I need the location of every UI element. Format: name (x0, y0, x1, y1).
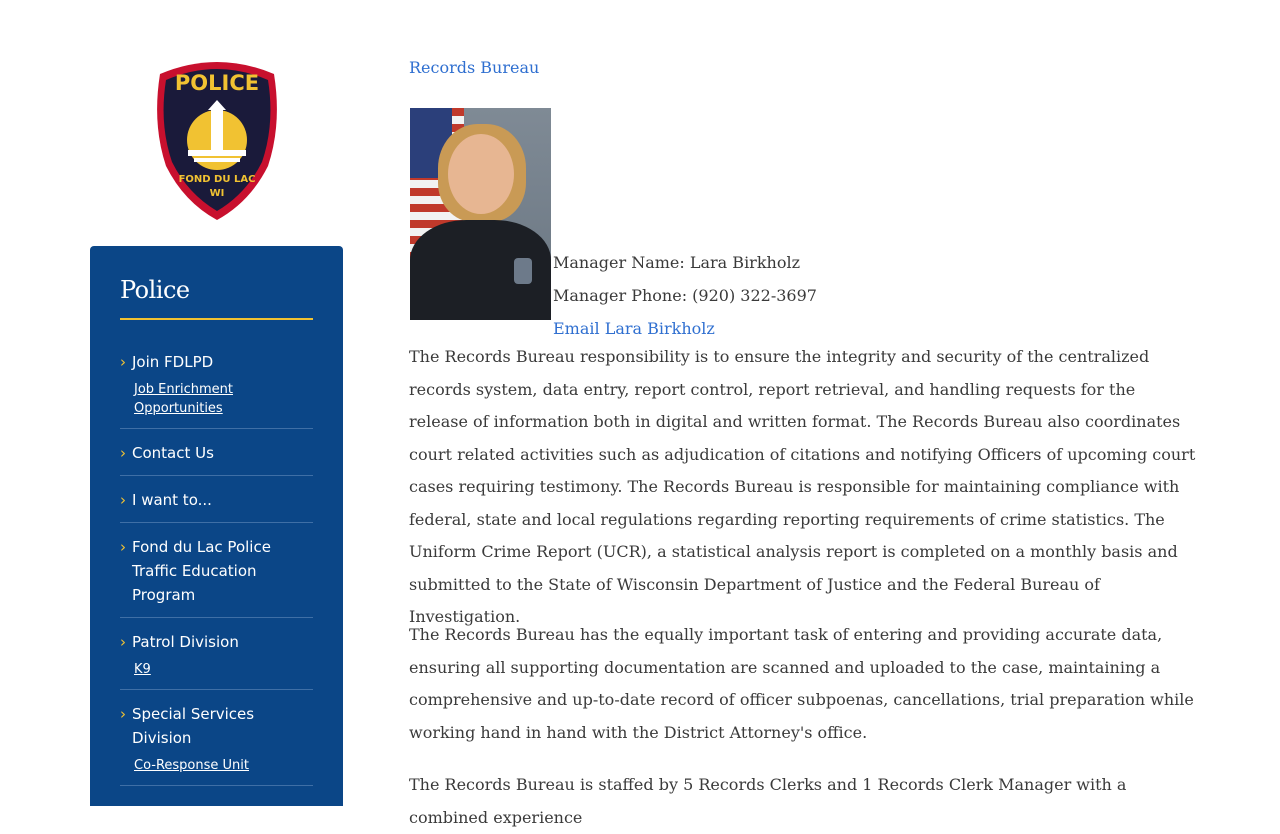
sidebar-link-contact-us[interactable] (120, 441, 313, 465)
sidebar-link-i-want-to[interactable] (120, 488, 313, 512)
photo-face (448, 134, 514, 214)
sidebar-item-label: Fond du Lac Police Traffic Education Program (132, 538, 271, 604)
records-paragraph-3: The Records Bureau is staffed by 5 Records Clerks and 1 Records Clerk Manager with a combined experience (409, 775, 1127, 827)
breadcrumb-records-bureau[interactable]: Records Bureau (409, 58, 540, 77)
sidebar-item-join-fdlpd (120, 338, 313, 429)
sidebar-item-label: Special Services Division (132, 705, 255, 747)
chevron-right-icon: › (120, 705, 126, 723)
sidebar-item-label: Join FDLPD (132, 353, 214, 371)
sidebar-item-traffic-education (120, 523, 313, 618)
sidebar-item-patrol-division (120, 618, 313, 690)
sidebar-item-contact-us (120, 429, 313, 476)
sidebar-item-special-services (120, 690, 313, 786)
sidebar-link-traffic-education[interactable] (120, 535, 313, 607)
manager-photo (410, 108, 551, 320)
police-badge-logo[interactable] (150, 54, 284, 222)
sidebar-item-i-want-to (120, 476, 313, 523)
manager-info (553, 246, 817, 345)
photo-uniform-patch (514, 258, 532, 284)
records-paragraph-1: The Records Bureau responsibility is to ensure the integrity and security of the centralized records system, data entry, report control, report retrieval, and handling requests for the release of information both in digital and written format. The Records Bureau also coordinates court related activities such as adjudication of citations and notifying Officers of upcoming court cases requiring testimony. The Records Bureau is responsible for maintaining compliance with federal, state and local regulations regarding reporting requirements of crime statistics. The Uniform Crime Report (UCR), a statistical analysis report is completed on a monthly basis and submitted to the State of Wisconsin Department of Justice and the Federal Bureau of Investigation. (409, 347, 1196, 626)
svg-text:FOND DU LAC: FOND DU LAC (178, 174, 256, 185)
chevron-right-icon: › (120, 353, 126, 371)
sidebar-sublink-k9[interactable]: K9 (134, 662, 151, 677)
chevron-right-icon: › (120, 444, 126, 462)
sidebar-link-special-services[interactable] (120, 702, 313, 750)
manager-name: Manager Name: Lara Birkholz (553, 253, 801, 272)
sidebar-title: Police (120, 276, 190, 304)
sidebar-link-patrol-division[interactable] (120, 630, 313, 654)
email-manager-link[interactable]: Email Lara Birkholz (553, 319, 715, 338)
sidebar-sublink-job-enrichment[interactable]: Job Enrichment Opportunities (134, 382, 233, 416)
manager-phone: Manager Phone: (920) 322-3697 (553, 286, 817, 305)
chevron-right-icon: › (120, 491, 126, 509)
sidebar-sublink-co-response-unit[interactable]: Co-Response Unit (134, 758, 249, 773)
sidebar-link-join-fdlpd[interactable] (120, 350, 313, 374)
records-paragraph-2: The Records Bureau has the equally important task of entering and providing accurate data, ensuring all supporting documentation are scanned and uploaded to the case, maintaining a comprehensive and up-to-date record of officer subpoenas, cancellations, trial preparation while working hand in hand with the District Attorney's office. (409, 625, 1194, 742)
svg-text:WI: WI (209, 188, 225, 199)
sidebar-item-label: Contact Us (132, 444, 214, 462)
chevron-right-icon: › (120, 538, 126, 556)
chevron-right-icon: › (120, 633, 126, 651)
svg-text:POLICE: POLICE (174, 71, 260, 95)
sidebar-item-label: I want to... (132, 491, 212, 509)
sidebar-nav-panel (90, 246, 343, 806)
sidebar-title-divider (120, 318, 313, 320)
sidebar-nav-list (120, 338, 313, 786)
sidebar-item-label: Patrol Division (132, 633, 239, 651)
